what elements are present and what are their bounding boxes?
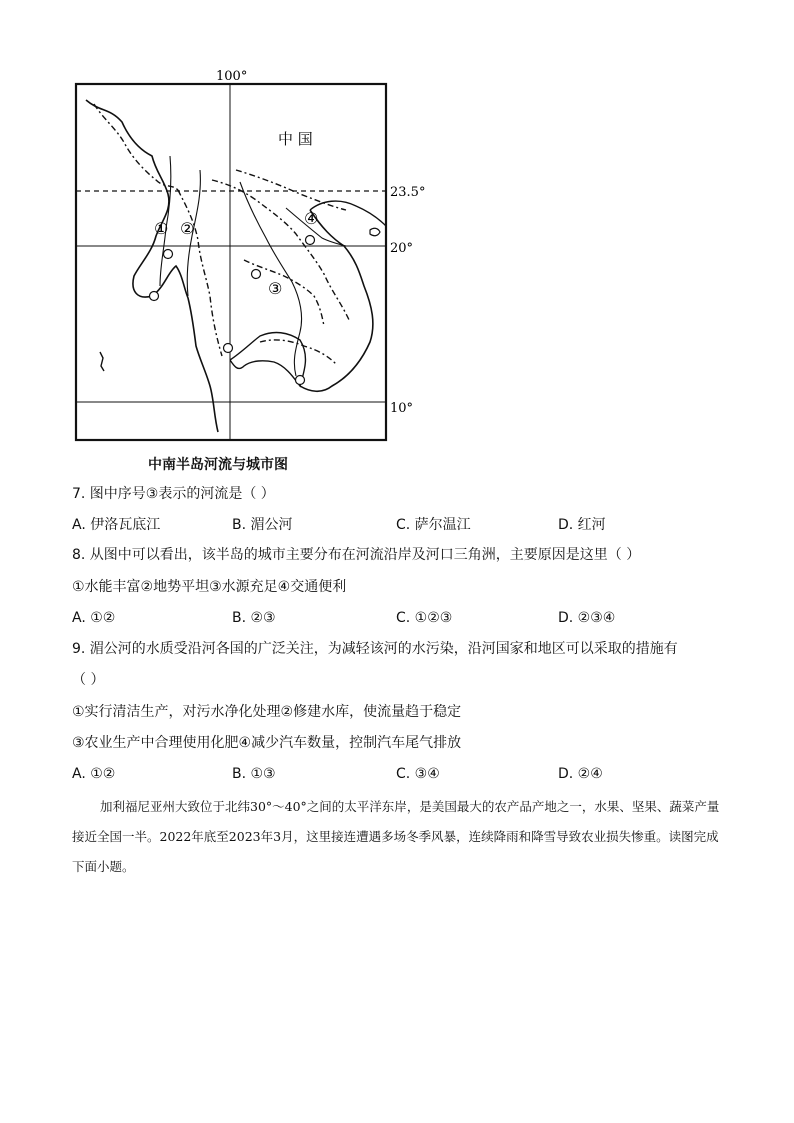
q8-option-c[interactable]: C. ①②③ xyxy=(396,610,453,626)
city-marker xyxy=(224,344,233,353)
q9-option-a[interactable]: A. ①② xyxy=(72,766,116,782)
border-myanmar-thailand xyxy=(178,190,222,356)
q8-option-a[interactable]: A. ①② xyxy=(72,610,116,626)
lat-label-23: 23.5° xyxy=(390,185,426,200)
marker-4: ④ xyxy=(304,209,319,228)
q7-option-d[interactable]: D. 红河 xyxy=(558,517,606,533)
q8-choices-line: ①水能丰富②地势平坦③水源充足④交通便利 xyxy=(72,579,347,595)
lat-label-20: 20° xyxy=(390,241,414,256)
city-marker xyxy=(296,376,305,385)
border-china xyxy=(236,170,346,210)
q9-stem: 9. 湄公河的水质受沿河各国的广泛关注，为减轻该河的水污染，沿河国家和地区可以采取的措施有 xyxy=(72,641,678,657)
marker-2: ② xyxy=(180,219,195,238)
lon-label: 100° xyxy=(216,69,248,84)
lat-label-10: 10° xyxy=(390,401,414,416)
q9-option-b[interactable]: B. ①③ xyxy=(232,766,276,782)
marker-3: ③ xyxy=(268,279,283,298)
map-frame xyxy=(76,84,386,440)
q7-option-b[interactable]: B. 湄公河 xyxy=(232,517,293,533)
country-label-china: 中 国 xyxy=(278,130,313,148)
q9-choices-line-1: ①实行清洁生产，对污水净化处理②修建水库，使流量趋于稳定 xyxy=(72,704,462,720)
q7-stem: 7. 图中序号③表示的河流是（ ） xyxy=(72,486,275,502)
map-figure xyxy=(60,60,426,480)
border-cambodia xyxy=(260,340,336,364)
q8-option-b[interactable]: B. ②③ xyxy=(232,610,276,626)
andaman-islands xyxy=(100,352,104,371)
north-coast xyxy=(310,201,386,226)
q9-option-d[interactable]: D. ②④ xyxy=(558,766,603,782)
q8-option-d[interactable]: D. ②③④ xyxy=(558,610,616,626)
city-marker xyxy=(252,270,261,279)
indochina-map xyxy=(60,60,426,480)
q8-stem: 8. 从图中可以看出，该半岛的城市主要分布在河流沿岸及河口三角洲，主要原因是这里（ ） xyxy=(72,547,641,563)
q9-choices-line-2: ③农业生产中合理使用化肥④减少汽车数量，控制汽车尾气排放 xyxy=(72,735,462,751)
border-west xyxy=(94,104,178,190)
marker-1: ① xyxy=(154,219,169,238)
map-caption: 中南半岛河流与城市图 xyxy=(148,457,288,473)
q7-option-a[interactable]: A. 伊洛瓦底江 xyxy=(72,517,161,533)
q9-option-c[interactable]: C. ③④ xyxy=(396,766,440,782)
city-marker xyxy=(150,292,159,301)
city-marker xyxy=(306,236,315,245)
western-coast xyxy=(86,100,218,432)
hainan-island xyxy=(370,228,380,235)
city-marker xyxy=(164,250,173,259)
q9-paren: （ ） xyxy=(72,672,105,688)
q7-option-c[interactable]: C. 萨尔温江 xyxy=(396,517,471,533)
passage-text: 加利福尼亚州大致位于北纬30°～40°之间的太平洋东岸，是美国最大的农产品产地之一，水果、坚果、蔬菜产量接近全国一半。2022年底至2023年3月，这里接连遭遇多场冬季风暴，连续降雨和降雪导致农业损失惨重。读图完成下面小题。 xyxy=(72,799,720,874)
